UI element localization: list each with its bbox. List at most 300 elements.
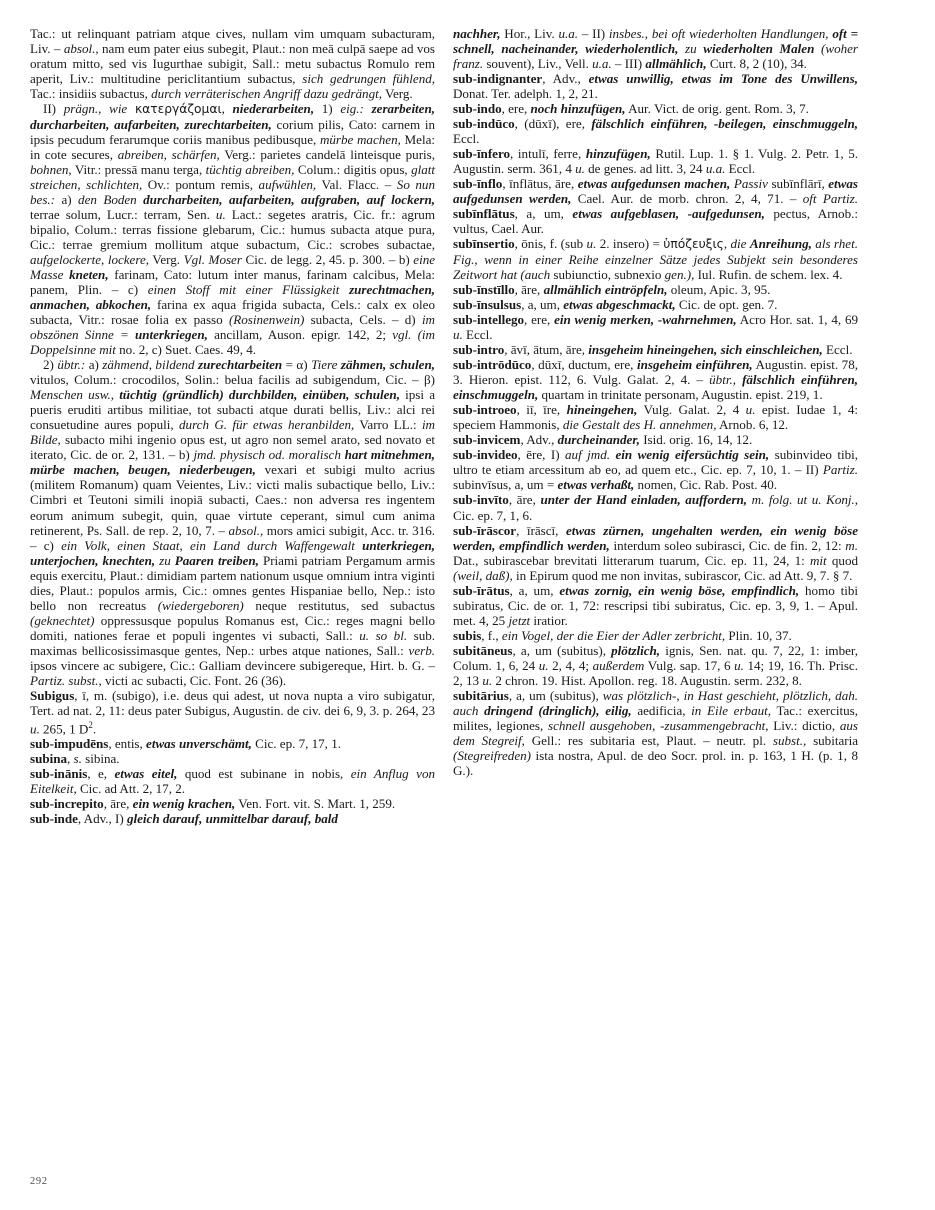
- gloss-italic: zu: [155, 552, 175, 568]
- body-text: Vulg. sap. 17, 6: [644, 657, 735, 673]
- entry-headword: sub-impudēns: [30, 736, 109, 752]
- gloss-italic: Menschen usw.,: [30, 387, 120, 403]
- german-meaning: etwas aufgeblasen, -aufgedunsen,: [572, 206, 765, 222]
- gloss-italic: ein Vogel, der die Eier der Adler zerbricht,: [501, 627, 726, 643]
- german-meaning: unterkriegen, unterjochen, knechten,: [30, 537, 435, 568]
- gloss-italic: vgl. (im Doppelsinne mit: [30, 327, 435, 358]
- body-text: Val. Flacc. –: [316, 177, 397, 193]
- gloss-italic: u.a.: [705, 161, 726, 177]
- entry-headword: subīnflātus: [453, 206, 515, 222]
- body-text: subitaria: [806, 732, 858, 748]
- german-meaning: etwas zornig, ein wenig böse, empfindlich,: [559, 582, 800, 598]
- body-text: homo tibi subiratus, Cic. de or. 1, 72: rescripsi tibi subiratus, Cic. ep. 3, 9, 1. – Apul. met. 4, 25: [453, 582, 858, 628]
- page-number: 292: [30, 1176, 48, 1187]
- gloss-italic: Partiz. subst.,: [30, 672, 102, 688]
- body-text: , intulī, ferre,: [510, 146, 586, 162]
- gloss-italic: aufwühlen,: [258, 177, 317, 193]
- gloss-italic: aufgelockerte, lockere,: [30, 252, 149, 268]
- gloss-italic: u.: [482, 672, 493, 688]
- body-text: Mela: in cote secures,: [30, 132, 435, 163]
- dictionary-entry: [453, 447, 858, 492]
- dictionary-entry: [453, 688, 858, 778]
- dictionary-entry: [453, 492, 858, 522]
- greek-term: κατεργάζομαι: [134, 102, 222, 117]
- dictionary-entry: [30, 688, 435, 736]
- body-text: Varro LL.:: [354, 417, 422, 433]
- gloss-italic: (weil, daß),: [453, 567, 513, 583]
- german-meaning: zurechtarbeiten: [198, 357, 283, 373]
- body-text: Plin. 10, 37.: [725, 627, 792, 643]
- body-text: , īrāscī,: [516, 522, 566, 538]
- entry-headword: sub-inānis: [30, 766, 88, 782]
- gloss-italic: aus dem Stegreif,: [453, 717, 858, 748]
- gloss-italic: u.: [745, 402, 756, 418]
- german-meaning: hineingehen,: [566, 402, 638, 418]
- body-text: Donat. Ter. adelph. 1, 2, 21.: [453, 86, 598, 102]
- dictionary-entry: [453, 101, 858, 116]
- gloss-italic: tüchtig abreiben,: [205, 162, 295, 178]
- body-text: Eccl.: [822, 342, 853, 358]
- gloss-italic: durch verräterischen Angriff dazu gedrängt,: [151, 86, 382, 102]
- body-text: iratior.: [530, 612, 568, 628]
- german-meaning: allmählich eintröpfeln,: [543, 282, 668, 298]
- german-meaning: etwas eitel,: [114, 766, 178, 782]
- body-text: , a, um (subitus),: [508, 687, 603, 703]
- body-text: Isid. orig. 16, 14, 12.: [639, 432, 753, 448]
- body-text: quod: [826, 552, 858, 568]
- gloss-italic: So nun bes.:: [30, 177, 435, 208]
- entry-headword: sub-intro: [453, 342, 505, 358]
- body-text: farinam, Cato: lutum inter manus, farinam calcibus, Mela: panem, Plin. – c): [30, 267, 435, 298]
- entry-headword: sub-indo: [453, 101, 502, 117]
- body-text: , ere,: [501, 101, 531, 117]
- dictionary-entry: [453, 297, 858, 312]
- dictionary-entry: [453, 523, 858, 583]
- greek-term: ὑπόζευξις: [663, 237, 724, 252]
- dictionary-entry: [453, 643, 858, 688]
- body-text: subacta, Cels. – d): [304, 312, 422, 328]
- entry-headword: sub-introeo: [453, 402, 517, 418]
- body-text: Verg.: parietes candelā linteisque puris,: [219, 147, 435, 163]
- body-text: 2, 4, 4;: [548, 657, 593, 673]
- german-meaning: noch hinzufügen,: [530, 101, 626, 117]
- body-text: ,: [723, 236, 731, 252]
- german-meaning: allmählich,: [645, 56, 707, 72]
- gloss-italic: dah. auch: [453, 687, 859, 718]
- dictionary-entry: [30, 751, 435, 766]
- german-meaning: fälschlich einführen, einschmuggeln,: [453, 372, 858, 403]
- entry-headword: subīnsertio: [453, 236, 515, 252]
- gloss-italic: eig.:: [340, 101, 364, 117]
- gloss-italic: u.: [453, 327, 463, 343]
- gloss-italic: u.: [215, 207, 226, 223]
- body-text: quod est subinane in nobis,: [177, 766, 351, 782]
- gloss-italic: u.: [575, 161, 585, 177]
- german-meaning: hinzufügen,: [585, 146, 651, 162]
- german-meaning: durcharbeiten, aufarbeiten, aufgraben, auf lockern,: [143, 192, 436, 208]
- gloss-italic: mit: [810, 552, 827, 568]
- entry-headword: sub-increpito: [30, 796, 104, 812]
- gloss-italic: oft Partiz.: [802, 191, 858, 207]
- gloss-italic: (wiedergeboren): [157, 597, 244, 613]
- body-text: vitulos, Colum.: crocodilos, Solin.: belua facilis ad subigendum, Cic. – β): [30, 372, 435, 388]
- body-text: , e,: [87, 766, 115, 782]
- dictionary-entry: [30, 811, 435, 826]
- german-meaning: unterkriegen,: [135, 327, 208, 343]
- gloss-italic: außerdem: [592, 657, 645, 673]
- body-text: Dat., subirascebar brevitati litterarum tuarum, Cic. ep. 11, 24, 1:: [453, 552, 810, 568]
- dictionary-entry: [30, 736, 435, 751]
- dictionary-entry: [453, 583, 858, 628]
- entry-headword: subis: [453, 627, 482, 643]
- body-text: 2): [43, 357, 58, 373]
- body-text: a): [85, 357, 103, 373]
- body-text: Vulg. Galat. 2, 4: [637, 402, 746, 418]
- body-text: , ēre, I): [517, 447, 566, 463]
- body-text: – II): [578, 26, 609, 41]
- body-text: Aur. Vict. de orig. gent. Rom. 3, 7.: [625, 101, 809, 117]
- body-text: ista nostra, Apul. de deo Socr. prol. in. p. 163, 1 H. (p. 1, 8 G.).: [453, 747, 858, 778]
- dictionary-entry: [30, 796, 435, 811]
- body-text: , dūxī, ductum, ere,: [531, 357, 637, 373]
- body-text: sub. maximas bellicosissimasque gentes, Nep.: urbes atque nationes, Sall.:: [30, 627, 435, 658]
- german-meaning: etwas zürnen, ungehalten werden, ein wenig böse werden, empfindlich werden,: [453, 522, 858, 553]
- body-text: Verg.: [149, 252, 184, 268]
- body-text: , entis,: [108, 736, 147, 752]
- body-text: epist. Iudae 1, 4: speciem Hammonis,: [453, 402, 858, 433]
- entry-headword: subitārius: [453, 687, 509, 703]
- dictionary-entry: [453, 26, 858, 71]
- gloss-italic: bohnen,: [30, 162, 72, 178]
- right-text-column: [453, 26, 858, 778]
- gloss-italic: mürbe machen,: [319, 132, 401, 148]
- body-text: , Adv., I): [77, 811, 127, 827]
- body-text: subinvideo tibi, ultro te etiam arcessitum ab eo, ad quem etc., Cic. ep. 7, 10, 1. – II): [453, 447, 858, 478]
- german-meaning: zurechtmachen, anmachen, abkochen,: [30, 282, 435, 313]
- german-meaning: ein wenig krachen,: [132, 796, 236, 812]
- body-text: , a, um,: [514, 206, 573, 222]
- dictionary-entry: [30, 26, 435, 101]
- gloss-italic: u.a.: [558, 26, 579, 41]
- body-text: 2 chron. 19. Hist. Apollon. reg. 18. Augustin. serm. 232, 8.: [492, 672, 802, 688]
- body-text: mors amici subigit, Acc. tr. 316. – c): [30, 522, 435, 553]
- german-meaning: etwas verhaßt,: [557, 477, 635, 493]
- body-text: , nam eum pater eius subegit, Plaut.: non meā culpā saepe ad vos oratum mitto, sed vis Iugurthae subigit, Sall.: metu subactus Romulo rem aperit, Liv.: multitudine periclitantium subactus,: [30, 41, 435, 87]
- german-meaning: gleich darauf, unmittelbar darauf, bald: [127, 811, 338, 827]
- dictionary-entry: [453, 236, 858, 282]
- body-text: , f.,: [481, 627, 502, 643]
- body-text: Tac.: exercitus, milites, legiones,: [453, 702, 858, 733]
- body-text: Priami patriam Pergamum armis equis exercitu, Plaut.: dimidiam partem nationum usque omnium intra viginti dies, Plaut.: populos armis, Cic.: omnes gentes Hispaniae bello, Nep.: isto bello non recreatus: [30, 552, 436, 613]
- entry-headword: sub-īnstīllo: [453, 282, 515, 298]
- body-text: , īnflātus, āre,: [502, 176, 578, 192]
- body-text: Vitr.: pressā manu terga,: [71, 162, 206, 178]
- body-text: II): [43, 101, 64, 117]
- body-text: 14; 19, 16. Th. Prisc. 2, 13: [453, 657, 858, 688]
- body-text: subīnflārī,: [767, 176, 829, 192]
- dictionary-entry: [453, 402, 858, 432]
- body-text: Ov.: pontum remis,: [142, 177, 259, 193]
- gloss-italic: sich gedrungen fühlend,: [302, 71, 435, 87]
- body-text: , āre,: [103, 796, 133, 812]
- body-text: Acro Hor. sat. 1, 4, 69: [736, 312, 858, 328]
- gloss-italic: u.: [538, 657, 549, 673]
- body-text: 2. insero) =: [596, 236, 664, 252]
- body-text: oleum, Apic. 3, 95.: [667, 282, 771, 298]
- gloss-italic: Partiz.: [822, 462, 858, 478]
- german-meaning: hart mitnehmen, mürbe machen, beugen, niederbeugen,: [30, 447, 435, 478]
- german-meaning: zerarbeiten, durcharbeiten, aufarbeiten, zurechtarbeiten,: [30, 101, 435, 133]
- entry-headword: sub-īrāscor: [453, 522, 517, 538]
- body-text: souvent), Liv., Vell.: [483, 56, 593, 72]
- body-text: interdum soleo subirasci, Cic. de fin. 2, 12:: [609, 537, 846, 553]
- body-text: Rutil. Lup. 1. § 1. Vulg. 2. Petr. 1, 5. Augustin. serm. 361, 4: [453, 146, 858, 177]
- body-text: [364, 101, 372, 116]
- entry-headword: sub-intrōdūco: [453, 357, 532, 373]
- body-text: , a, um (subitus),: [512, 642, 612, 658]
- entry-headword: sub-invīto: [453, 492, 509, 508]
- two-column-layout: [30, 26, 857, 826]
- body-text: farina ex aqua frigida subacta, Cels.: calx ex oleo subacta, Vitr.: rosae folia ex passo: [30, 297, 435, 328]
- german-meaning: unter der Hand einladen, auffordern,: [540, 492, 748, 508]
- body-text: , Adv.,: [542, 71, 589, 87]
- gloss-italic: die: [730, 236, 750, 252]
- body-text: Augustin. epist. 78, 3. Hieron. epist. 112, 6. Vulg. Galat. 2, 4. –: [453, 357, 858, 388]
- german-meaning: ein wenig merken, -wahrnehmen,: [554, 312, 737, 328]
- gloss-italic: auf jmd.: [565, 447, 616, 463]
- entry-headword: sub-īrātus: [453, 582, 510, 598]
- superscript: 2: [88, 719, 93, 730]
- body-text: , āre,: [508, 492, 541, 508]
- body-text: Eccl.: [453, 131, 480, 147]
- entry-headword: sub-indūco: [453, 116, 515, 132]
- dictionary-entry: [453, 176, 858, 236]
- body-text: ignis, Sen. nat. qu. 7, 22, 1: imber, Colum. 1, 6, 24: [453, 642, 858, 673]
- body-text: Cic. de legg. 2, 45. p. 300. – b): [241, 252, 414, 268]
- gloss-italic: verb.: [408, 642, 435, 658]
- body-text: , a, um,: [509, 582, 560, 598]
- german-meaning: tüchtig (gründlich) durchbilden, einüben, schulen,: [119, 387, 400, 403]
- body-text: Tac.: ut relinquant patriam atque cives, nullam vim umquam subacturam, Liv. –: [30, 26, 435, 57]
- body-text: , Adv.,: [520, 432, 558, 448]
- entry-headword: sub-intellego: [453, 312, 525, 328]
- german-meaning: etwas unwillig, etwas im Tone des Unwillens,: [588, 71, 858, 87]
- gloss-italic: abreiben, schärfen,: [117, 147, 220, 163]
- gloss-italic: glatt streichen, schlichten,: [30, 162, 435, 193]
- gloss-italic: s.: [73, 751, 82, 767]
- gloss-italic: zu: [678, 41, 704, 57]
- gloss-italic: ein Anflug von Eitelkeit,: [30, 766, 435, 797]
- body-text: Cic. ep. 7, 1, 6.: [453, 507, 533, 523]
- body-text: Gell.: res subitaria est, Plaut. – neutr. pl.: [524, 732, 773, 748]
- body-text: sibina.: [81, 751, 120, 767]
- body-text: no. 2, c) Suet. Caes. 49, 4.: [115, 342, 257, 358]
- body-text: Tac.: insidiis subactus,: [30, 86, 152, 102]
- body-text: oppressusque populus Romanus est, Cic.: reges magni bello domiti, nationes ferae et populi ingentes vi subacti, Sall.:: [30, 612, 435, 643]
- gloss-italic: m.: [845, 537, 858, 553]
- gloss-italic: den Boden: [78, 192, 144, 208]
- dictionary-entry: [453, 312, 858, 342]
- body-text: = α): [282, 357, 312, 373]
- german-meaning: durcheinander,: [557, 432, 640, 448]
- german-meaning: ein wenig eifersüchtig sein,: [615, 447, 770, 463]
- gloss-italic: übtr.:: [57, 357, 86, 373]
- body-text: Verg.: [381, 86, 413, 102]
- gloss-italic: u.a.: [592, 56, 612, 72]
- german-meaning: insgeheim einführen,: [637, 357, 753, 373]
- entry-headword: sub-īnflo: [453, 176, 503, 192]
- body-text: corium pilis, Cato: carnem in ipsis pecudum ferarumque coriis manibus pedibusque,: [30, 117, 435, 148]
- body-text: , āvī, ātum, āre,: [504, 342, 589, 358]
- german-meaning: plötzlich,: [611, 642, 661, 658]
- body-text: neque restitutus, sed subactus: [243, 597, 435, 613]
- gloss-italic: gen.),: [664, 267, 695, 283]
- body-text: Cic. ep. 7, 17, 1.: [251, 736, 341, 752]
- body-text: aedificia,: [631, 702, 692, 718]
- body-text: in Epirum quod me non invitas, subirascor, Cic. ad Att. 9, 7. § 7.: [512, 567, 853, 583]
- body-text: , ōnis, f. (sub: [514, 236, 587, 252]
- body-text: Liv.: dictio,: [768, 717, 840, 733]
- body-text: ipsi a pueris eruditi artibus militiae, tot subacti atque durati bellis, Liv.: alci rei consuetudine aures populi,: [30, 387, 436, 433]
- german-meaning: etwas unverschämt,: [146, 736, 252, 752]
- body-text: ancillam, Auson. epigr. 142, 2;: [207, 327, 393, 343]
- body-text: terrae solum, Lucr.: terram, Sen.: [30, 207, 216, 223]
- gloss-italic: absol.,: [228, 522, 264, 538]
- german-meaning: Paaren treiben,: [174, 552, 259, 568]
- body-text: Ven. Fort. vit. S. Mart. 1, 259.: [235, 796, 396, 812]
- german-meaning: etwas aufgedunsen machen,: [577, 176, 731, 192]
- gloss-italic: (geknechtet): [30, 612, 95, 628]
- body-text: , ere,: [524, 312, 555, 328]
- german-meaning: insgeheim hineingehen, sich einschleichen,: [588, 342, 823, 358]
- gloss-italic: u. so bl.: [359, 627, 408, 643]
- dictionary-entry: [453, 71, 858, 101]
- entry-headword: sub-īnfero: [453, 146, 511, 162]
- body-text: , (dūxī), ere,: [514, 116, 592, 132]
- german-meaning: kneten,: [69, 267, 109, 283]
- body-text: victi ac subacti, Cic. Font. 26 (36).: [101, 672, 287, 688]
- body-text: ,: [221, 101, 233, 117]
- dictionary-entry: [453, 282, 858, 297]
- body-text: 1): [314, 101, 341, 117]
- body-text: ,: [67, 751, 74, 767]
- gloss-italic: eine Masse: [30, 252, 436, 283]
- body-text: – III): [611, 56, 646, 72]
- gloss-italic: jmd. physisch od. moralisch: [193, 447, 345, 463]
- entry-headword: sub-īnsulsus: [453, 297, 522, 313]
- dictionary-entry: [30, 101, 435, 357]
- gloss-italic: prägn., wie: [63, 101, 135, 117]
- gloss-italic: (Rosinenwein): [228, 312, 305, 328]
- dictionary-entry: [453, 116, 858, 146]
- body-text: .: [92, 721, 97, 737]
- gloss-italic: absol.: [63, 41, 96, 57]
- dictionary-entry: [30, 357, 435, 687]
- german-meaning: nachher,: [453, 26, 501, 41]
- body-text: de genes. ad litt. 3, 24: [584, 161, 706, 177]
- body-text: a): [55, 192, 79, 208]
- gloss-italic: jetzt: [508, 612, 531, 628]
- german-meaning: oft = schnell, nacheinander, wiederholentlich,: [453, 26, 859, 57]
- body-text: pectus, Arnob.: vultus, Cael. Aur.: [453, 206, 858, 237]
- body-text: Eccl.: [725, 161, 756, 177]
- gloss-italic: ein Volk, einen Staat, ein Land durch Waffengewalt: [61, 537, 363, 553]
- german-meaning: wiederholten Malen: [703, 41, 815, 57]
- body-text: nomen, Cic. Rab. Post. 40.: [634, 477, 778, 493]
- body-text: Cael. Aur. de morb. chron. 2, 4, 71. –: [571, 191, 803, 207]
- gloss-italic: in Eile erbaut,: [691, 702, 771, 718]
- gloss-italic: Tiere: [311, 357, 341, 373]
- dictionary-entry: [453, 357, 858, 402]
- gloss-italic: (Stegreifreden): [453, 747, 531, 763]
- body-text: Lact.: segetes aratris, Cic. fr.: agrum bipalio, Colum.: terras fissione glebarum, Cic.: humus subacta atque pura, Cic.: terrae gremium mollitum atque subactum, Cic.: scrobes subactae,: [30, 207, 435, 253]
- body-text: , ī, m. (subigo), i.e. deus qui adest, ut nova nupta a viro subigatur, Tert. ad nat. 2, 11: deus pater Subigus, Augustin. de civ. dei 6, 9, 3. p. 264, 23: [30, 687, 435, 718]
- dictionary-entry: [453, 146, 858, 176]
- gloss-italic: u.: [734, 657, 744, 673]
- body-text: subinvīsus, a, um =: [453, 477, 558, 493]
- body-text: subacto mihi ingenio opus est, ut agro non semel arato, sed novato et iterato, Cic. de or. 2, 131. – b): [30, 432, 435, 463]
- german-meaning: dringend (dringlich), eilig,: [484, 702, 632, 718]
- gloss-italic: m. folg. ut u. Konj.,: [751, 492, 859, 508]
- body-text: ipsos vincere ac subigere, Cic.: Galliam devincere subigereque, Hirt. b. G. –: [30, 657, 435, 673]
- body-text: , āre,: [514, 282, 544, 298]
- gloss-italic: als rhet. Fig., wenn in einer Reihe einzelner Sätze jedes Subjekt sein besonderes Zeitwort hat (auch: [453, 236, 858, 283]
- gloss-italic: durch G. für etwas heranbilden,: [179, 417, 355, 433]
- body-text: , a, um,: [521, 297, 564, 313]
- gloss-italic: die Gestalt des H. annehmen,: [562, 417, 717, 433]
- gloss-italic: insbes., bei oft wiederholten Handlungen,: [608, 26, 833, 41]
- body-text: 265, 1 D: [39, 721, 89, 737]
- body-text: Curt. 8, 2 (10), 34.: [706, 56, 807, 72]
- german-meaning: etwas aufgedunsen werden,: [453, 176, 858, 207]
- body-text: vexari et subigi multo acrius (militem Romanum) quam Veientes, Liv.: victi malis subactique bello, Liv.: Cimbri et Teutoni simili inopiā subacti, Caes.: non adversa res ingentem eorum animum subegit, quin, quae virtute ceperant, simul cum anima retinerent, Ps. Sall. de rep. 2, 10, 7. –: [30, 462, 435, 538]
- body-text: , iī, īre,: [516, 402, 567, 418]
- gloss-italic: u.: [586, 236, 597, 252]
- entry-headword: sub-invideo: [453, 447, 518, 463]
- gloss-italic: übtr.,: [709, 372, 736, 388]
- gloss-italic: subst.,: [772, 732, 807, 748]
- body-text: Cic. ad Att. 2, 17, 2.: [76, 781, 185, 797]
- gloss-italic: einen Stoff mit einer Flüssigkeit: [147, 282, 350, 298]
- entry-headword: subina: [30, 751, 68, 767]
- dictionary-entry: [453, 342, 858, 357]
- body-text: Colum.: digitis opus,: [294, 162, 412, 178]
- gloss-italic: schnell ausgehoben, -zusammengebracht,: [548, 717, 769, 733]
- gloss-italic: u.: [30, 721, 40, 737]
- gloss-italic: was plötzlich-, in Hast geschieht, plötzlich,: [602, 687, 832, 703]
- german-meaning: zähmen, schulen,: [340, 357, 435, 373]
- dictionary-entry: [30, 766, 435, 796]
- entry-headword: Subigus: [30, 687, 75, 703]
- gloss-italic: im Bilde,: [30, 417, 435, 448]
- gloss-italic: Passiv: [733, 176, 768, 192]
- dictionary-entry: [453, 628, 858, 643]
- gloss-italic: Vgl. Moser: [183, 252, 242, 268]
- gloss-italic: (woher franz.: [453, 41, 859, 72]
- body-text: Hor., Liv.: [500, 26, 559, 41]
- entry-headword: sub-invicem: [453, 432, 521, 448]
- body-text: Eccl.: [462, 327, 493, 343]
- entry-headword: subitāneus: [453, 642, 513, 658]
- entry-headword: sub-indignanter: [453, 71, 543, 87]
- left-text-column: [30, 26, 435, 826]
- gloss-italic: im obszönen Sinne =: [30, 312, 435, 343]
- body-text: Iul. Rufin. de schem. lex. 4.: [694, 267, 843, 283]
- body-text: quartam in trinitate personam, Augustin. epist. 219, 1.: [538, 387, 823, 403]
- german-meaning: Anreihung,: [749, 236, 812, 252]
- body-text: subiunctio, subnexio: [550, 267, 665, 283]
- german-meaning: niederarbeiten,: [232, 101, 315, 117]
